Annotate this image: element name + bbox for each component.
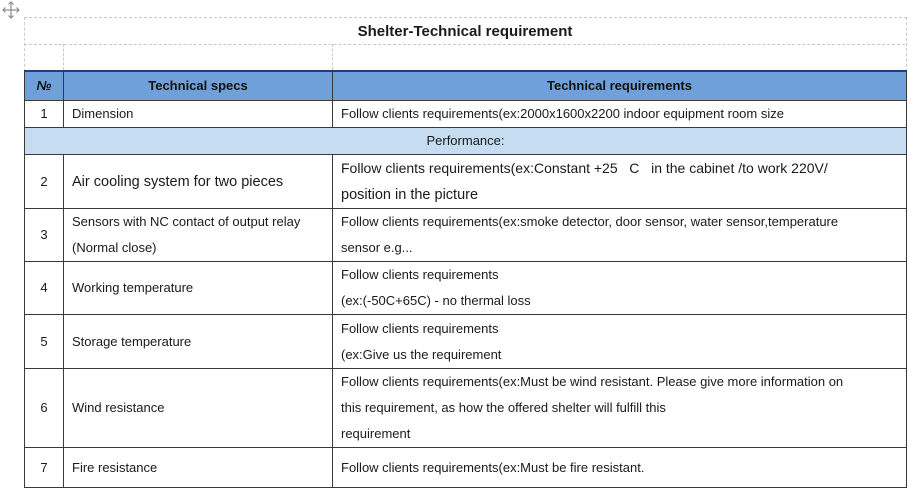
requirement-line: Follow clients requirements xyxy=(341,320,499,336)
row-requirement xyxy=(333,209,907,262)
requirement-line: Follow clients requirements xyxy=(341,267,499,282)
row-requirement: Follow clients requirements(ex:Must be fire resistant. xyxy=(333,448,907,488)
row-spec: Dimension xyxy=(64,101,333,128)
row-number: 2 xyxy=(25,155,64,209)
header-number: № xyxy=(25,71,64,101)
requirement-line: sensor e.g... xyxy=(341,240,413,255)
table-row xyxy=(25,369,907,448)
requirement-line: position in the picture xyxy=(341,187,479,203)
spec-table xyxy=(24,70,907,488)
row-spec: Air cooling system for two pieces xyxy=(64,155,333,209)
table-row xyxy=(25,448,907,488)
table-row xyxy=(25,315,907,369)
requirement-line: (ex:(-50C+65C) - no thermal loss xyxy=(341,293,531,308)
spec-line: (Normal close) xyxy=(72,240,157,255)
row-number: 6 xyxy=(25,369,64,448)
table-row xyxy=(25,262,907,315)
row-spec: Working temperature xyxy=(64,262,333,315)
table-row xyxy=(25,209,907,262)
row-number: 4 xyxy=(25,262,64,315)
section-row-performance xyxy=(25,128,907,155)
row-requirement xyxy=(333,369,907,448)
header-technical-specs: Technical specs xyxy=(64,71,333,101)
row-requirement xyxy=(333,262,907,315)
row-number: 3 xyxy=(25,209,64,262)
requirement-line: this requirement, as how the offered shelter will fulfill this xyxy=(341,400,666,415)
section-label: Performance: xyxy=(25,128,907,155)
requirement-line: requirement xyxy=(341,426,411,441)
row-number: 1 xyxy=(25,101,64,128)
title-grid-col2 xyxy=(332,44,333,70)
table-move-handle-icon[interactable] xyxy=(2,1,20,19)
row-spec xyxy=(64,209,333,262)
row-spec: Fire resistance xyxy=(64,448,333,488)
header-technical-requirements: Technical requirements xyxy=(333,71,907,101)
table-header-row xyxy=(25,71,907,101)
requirement-line: Follow clients requirements(ex:smoke detector, door sensor, water sensor,temperature xyxy=(341,214,839,229)
row-number: 7 xyxy=(25,448,64,488)
table-row xyxy=(25,155,907,209)
row-requirement xyxy=(333,155,907,209)
document-title: Shelter-Technical requirement xyxy=(357,23,573,40)
row-requirement: Follow clients requirements(ex:2000x1600x2200 indoor equipment room size xyxy=(333,101,907,128)
title-grid-col1 xyxy=(63,44,64,70)
table-row xyxy=(25,101,907,128)
requirement-line: Follow clients requirements(ex:Constant +25 C in the cabinet /to work 220V/ xyxy=(341,160,828,176)
row-spec: Wind resistance xyxy=(64,369,333,448)
requirement-line: (ex:Give us the requirement xyxy=(341,346,502,362)
title-grid-divider xyxy=(24,44,905,45)
row-requirement xyxy=(333,315,907,369)
spec-line: Sensors with NC contact of output relay xyxy=(72,214,301,229)
requirement-line: Follow clients requirements(ex:Must be wind resistant. Please give more information on xyxy=(341,374,844,389)
row-number: 5 xyxy=(25,315,64,369)
row-spec: Storage temperature xyxy=(64,315,333,369)
